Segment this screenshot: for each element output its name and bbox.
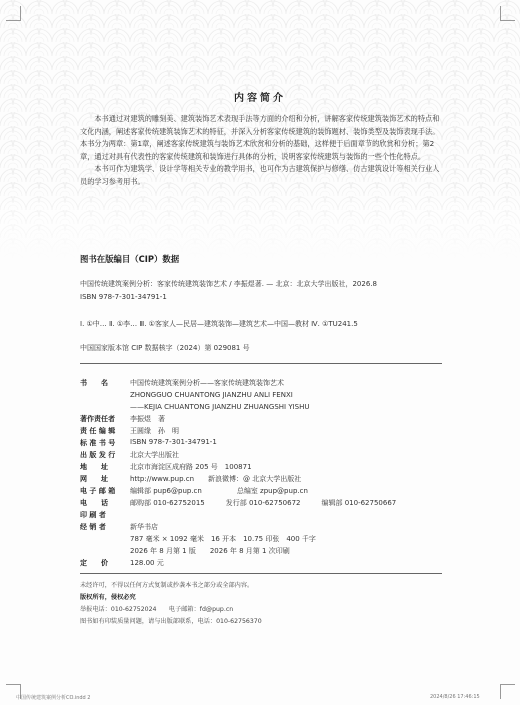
colophon-value: http://www.pup.cn 新浪微博：@ 北京大学出版社: [130, 475, 302, 483]
intro-paragraph: 本书可作为建筑学、设计学等相关专业的教学用书，也可作为古建筑保护与修缮、仿古建筑设计等相关行业人员的学习参考用书。: [80, 164, 440, 186]
colophon-label: 经 销 者: [80, 523, 106, 531]
colophon-label: 书 名: [80, 379, 108, 387]
colophon-value: ZHONGGUO CHUANTONG JIANZHU ANLI FENXI: [130, 391, 293, 399]
page-title: 内容简介: [234, 93, 286, 104]
colophon-value: 2026 年 8 月第 1 版 2026 年 8 月第 1 次印刷: [130, 547, 290, 555]
crop-mark-top-left: [6, 6, 21, 21]
divider: [80, 573, 442, 574]
intro-paragraph: 本书通过对建筑的雕刻美、建筑装饰艺术表现手法等方面的介绍和分析，讲解客家传统建筑装饰艺术的特点和文化内涵，阐述客家传统建筑装饰艺术的特征，并深入分析客家传统建筑的装饰题材、装饰类型及装饰表现手法。本书分为两章：第1章，阐述客家传统建筑与装饰艺术欣赏和分析的基础，这样便于后面章节的欣赏和分析；第2章，通过对具有代表性的客家传统建筑和装饰进行具体的分析，说明客家传统建筑与装饰的一些个性化特点。: [80, 114, 440, 161]
colophon-label: 责 任 编 辑: [80, 427, 116, 435]
colophon-label: 定 价: [80, 559, 108, 567]
colophon-label: 标 准 书 号: [80, 439, 116, 447]
colophon-value: 编辑部 pup6@pup.cn 总编室 zpup@pup.cn: [130, 487, 308, 495]
colophon-value: 李振煜 著: [130, 415, 165, 423]
colophon-label: 著作责任者: [80, 415, 115, 423]
print-slug-file: 中国传统建筑案例分析CO.indd 2: [16, 695, 91, 701]
report-contact: 举报电话：010-62752024 电子邮箱：fd@pup.cn: [80, 606, 234, 613]
copyright-notice: 未经许可，不得以任何方式复制或抄袭本书之部分或全部内容。: [80, 582, 254, 589]
cip-heading: 图书在版编目（CIP）数据: [80, 254, 180, 264]
colophon-label: 网 址: [80, 475, 108, 483]
crop-mark-top-right: [500, 6, 515, 21]
colophon-value: 邮购部 010-62752015 发行部 010-62750672 编辑部 010-62750667: [130, 499, 397, 507]
rights-reserved: 版权所有，侵权必究: [80, 594, 136, 601]
colophon-value: 128.00 元: [130, 559, 164, 567]
cip-line: 中国传统建筑案例分析：客家传统建筑装饰艺术 / 李振煜著. — 北京：北京大学出版社，2026.8: [80, 280, 377, 288]
colophon-value: 中国传统建筑案例分析——客家传统建筑装饰艺术: [130, 379, 284, 387]
colophon-value: 王圆缘 孙 明: [130, 427, 179, 435]
colophon-label: 地 址: [80, 463, 108, 471]
colophon-value: 北京大学出版社: [130, 451, 179, 459]
colophon-label: 印 刷 者: [80, 511, 106, 519]
colophon-value: 北京市海淀区成府路 205 号 100871: [130, 463, 252, 471]
colophon-value: ——KEJIA CHUANTONG JIANZHU ZHUANGSHI YISHU: [130, 403, 310, 411]
colophon-value: ISBN 978-7-301-34791-1: [130, 438, 217, 446]
cip-number: 中国国家版本馆 CIP 数据核字（2024）第 029081 号: [80, 344, 250, 352]
cip-isbn: ISBN 978-7-301-34791-1: [80, 293, 167, 301]
crop-mark-bottom-right: [500, 684, 515, 699]
colophon-label: 电 话: [80, 499, 108, 507]
colophon-label: 出 版 发 行: [80, 451, 116, 459]
print-slug-timestamp: 2024/8/26 17:46:15: [430, 694, 480, 700]
cip-classification: Ⅰ. ①中… Ⅱ. ①李… Ⅲ. ①客家人—民居—建筑装饰—建筑艺术—中国—教材 Ⅳ. ①TU241.5: [80, 320, 358, 328]
divider: [80, 363, 442, 364]
intro-text: [80, 113, 442, 189]
colophon-value: 787 毫米 × 1092 毫米 16 开本 10.75 印张 400 千字: [130, 535, 316, 543]
colophon-value: 新华书店: [130, 523, 158, 531]
quality-contact: 图书如有印装质量问题，请与出版部联系，电话：010-62756370: [80, 618, 262, 625]
colophon-label: 电 子 邮 箱: [80, 487, 116, 495]
